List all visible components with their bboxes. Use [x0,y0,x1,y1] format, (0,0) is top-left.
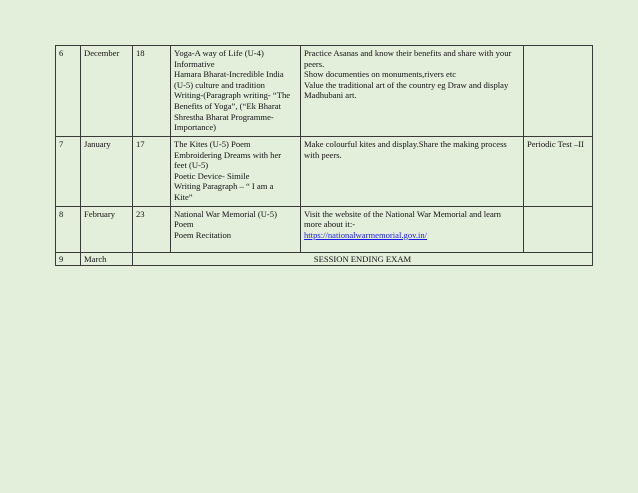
assessment-cell [524,46,593,137]
row-number: 8 [56,206,81,252]
month-cell: January [81,137,133,207]
content-line: Hamara Bharat-Incredible India [174,69,284,80]
activity-line: with peers. [304,149,342,160]
activity-line: more about it:- [304,219,356,230]
content-line: National War Memorial (U-5) [174,208,277,219]
session-ending-exam-cell: SESSION ENDING EXAM [133,252,593,266]
memorial-website-link[interactable]: https://nationalwarmemorial.gov.in/ [304,229,428,240]
content-line: Yoga-A way of Life (U-4) [174,48,264,58]
activity-line: Madhubani art. [304,90,357,101]
activity-cell [301,137,524,207]
content-line: Poem [174,219,194,230]
content-line: Benefits of Yoga”, (“Ek Bharat [174,100,281,111]
content-line: Embroidering Dreams with her [174,149,282,160]
days-cell: 17 [133,137,171,207]
days-cell: 18 [133,46,171,137]
activity-cell [301,206,524,252]
month-cell: February [81,206,133,252]
days-cell: 23 [133,206,171,252]
content-line: Importance) [174,122,216,133]
activity-line: Value the traditional art of the country eg Draw and display [304,79,509,90]
row-number: 7 [56,137,81,207]
month-cell: December [81,46,133,137]
row-number: 6 [56,46,81,137]
content-line: Kite” [174,191,193,202]
activity-line: peers. [304,58,325,69]
content-line: Writing Paragraph – “ I am a [174,181,274,192]
activity-line: Visit the website of the National War Memorial and learn [304,208,501,219]
content-cell [171,46,301,137]
month-cell: March [81,252,133,266]
activity-line: Practice Asanas and know their benefits and share with your [304,48,512,58]
content-line: The Kites (U-5) Poem [174,139,251,149]
assessment-cell: Periodic Test –II [524,137,593,207]
syllabus-table [55,45,593,266]
content-line: Informative [174,58,215,69]
row-number: 9 [56,252,81,266]
table-row [56,137,593,207]
activity-line: Show documenties on monuments,rivers etc [304,69,457,80]
table-row-final [56,252,593,266]
table-row [56,206,593,252]
activity-cell [301,46,524,137]
content-line: (U-5) culture and tradition [174,79,265,90]
table-row [56,46,593,137]
assessment-cell [524,206,593,252]
content-cell [171,206,301,252]
activity-line: Make colourful kites and display.Share the making process [304,139,507,149]
content-line: Poem Recitation [174,229,232,240]
content-line: Shrestha Bharat Programme- [174,111,274,122]
content-line: feet (U-5) [174,160,209,171]
content-line: Writing-(Paragraph writing- “The [174,90,291,101]
content-line: Poetic Device- Simile [174,170,250,181]
content-cell [171,137,301,207]
